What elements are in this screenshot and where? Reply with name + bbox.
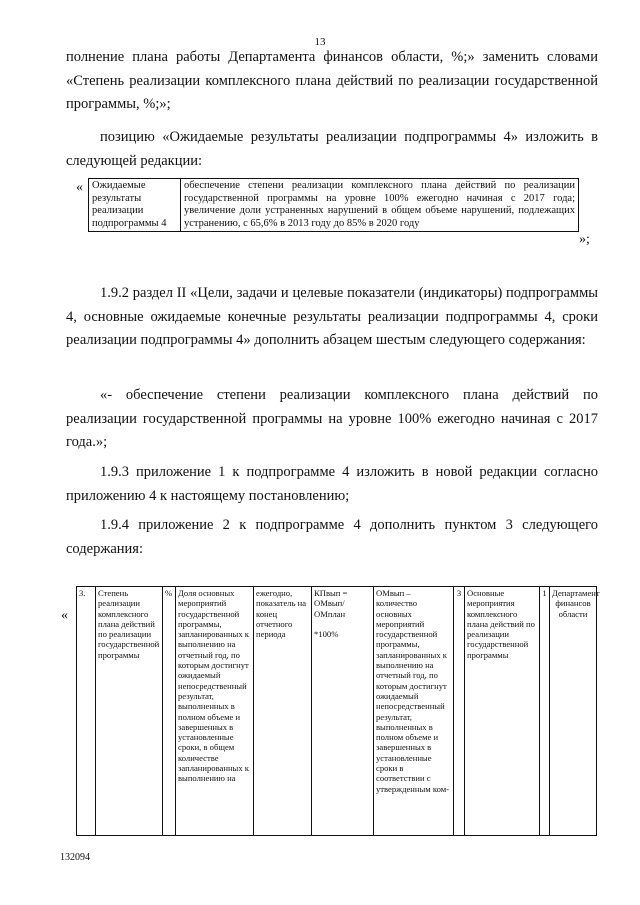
formula-multiplier: *100% xyxy=(314,628,339,639)
cell-number: 3. xyxy=(77,587,96,836)
cell-periodicity: ежегодно, показатель на конец отчетного периода xyxy=(254,587,312,836)
cell-basic-indicators: ОМвып – количество основных мероприятий государственной программы, запланированных к выполнению на отчетный год, по которым достигнут ожидаемый непосредственный результат, выполненных в полном объеме и завершенных в установленные сроки в соответствии с утвержденным ком- xyxy=(374,587,454,836)
open-quote-mark: « xyxy=(76,180,83,195)
cell-indicator-name: Степень реализации комплексного плана действий по реализации государственной программы xyxy=(96,587,163,836)
cell-coverage-code: 1 xyxy=(540,587,550,836)
paragraph-appendix-2: 1.9.4 приложение 2 к подпрограмме 4 дополнить пунктом 3 следующего содержания: xyxy=(66,517,598,557)
table-open-quote: « xyxy=(61,608,68,623)
paragraph-quoted-goal: «- обеспечение степени реализации комплексного плана действий по реализации государственной программы на уровне 100% ежегодно начиная с 2017 года.»; xyxy=(66,387,598,450)
paragraph-appendix-1: 1.9.3 приложение 1 к подпрограмме 4 изложить в новой редакции согласно приложению 4 к настоящему постановлению; xyxy=(66,464,598,504)
cell-definition: Доля основных мероприятий государственной программы, запланированных к выполнению на отчетный год, по которым достигнут ожидаемый непосредственный результат, выполненных в полном объеме и завершенных в установленные сроки, в общем количестве запланированных к выполнению на xyxy=(176,587,254,836)
paragraph-continuation: полнение плана работы Департамента финансов области, %;» заменить словами «Степень реализации комплексного плана действий по реализации государственной программы, %;»; xyxy=(66,49,598,112)
expected-results-label: Ожидаемые результаты реализации подпрограммы 4 xyxy=(89,179,181,232)
table-row xyxy=(89,179,579,232)
paragraph-section-ii: 1.9.2 раздел II «Цели, задачи и целевые показатели (индикаторы) подпрограммы 4, основные ожидаемые конечные результаты реализации подпрограммы 4, сроки реализации подпрограммы 4» дополнить абзацем шестым следующего содержания: xyxy=(66,285,598,348)
expected-results-table xyxy=(88,178,579,232)
cell-source: Основные мероприятия комплексного плана действий по реализации государственной программы xyxy=(465,587,540,836)
cell-responsible: Департамент финансов области xyxy=(550,587,597,836)
table-row xyxy=(77,587,597,836)
expected-results-text: обеспечение степени реализации комплексного плана действий по реализации государственной программы на уровне 100% ежегодно начиная с 2017 года; увеличение доли устраненных нарушений в общем объеме нарушений, подлежащих устранению, с 65,6% в 2013 году до 85% в 2020 году xyxy=(181,179,579,232)
cell-method-code: 3 xyxy=(454,587,465,836)
formula-text: КПвып = ОМвып/ОМплан xyxy=(314,588,348,619)
cell-unit: % xyxy=(163,587,176,836)
page-number: 13 xyxy=(314,36,326,48)
indicator-table xyxy=(76,586,600,836)
close-quote-mark: »; xyxy=(579,232,590,247)
document-code: 132094 xyxy=(60,852,90,863)
paragraph-position-statement: позицию «Ожидаемые результаты реализации подпрограммы 4» изложить в следующей редакции: xyxy=(66,129,598,169)
cell-formula xyxy=(312,587,374,836)
